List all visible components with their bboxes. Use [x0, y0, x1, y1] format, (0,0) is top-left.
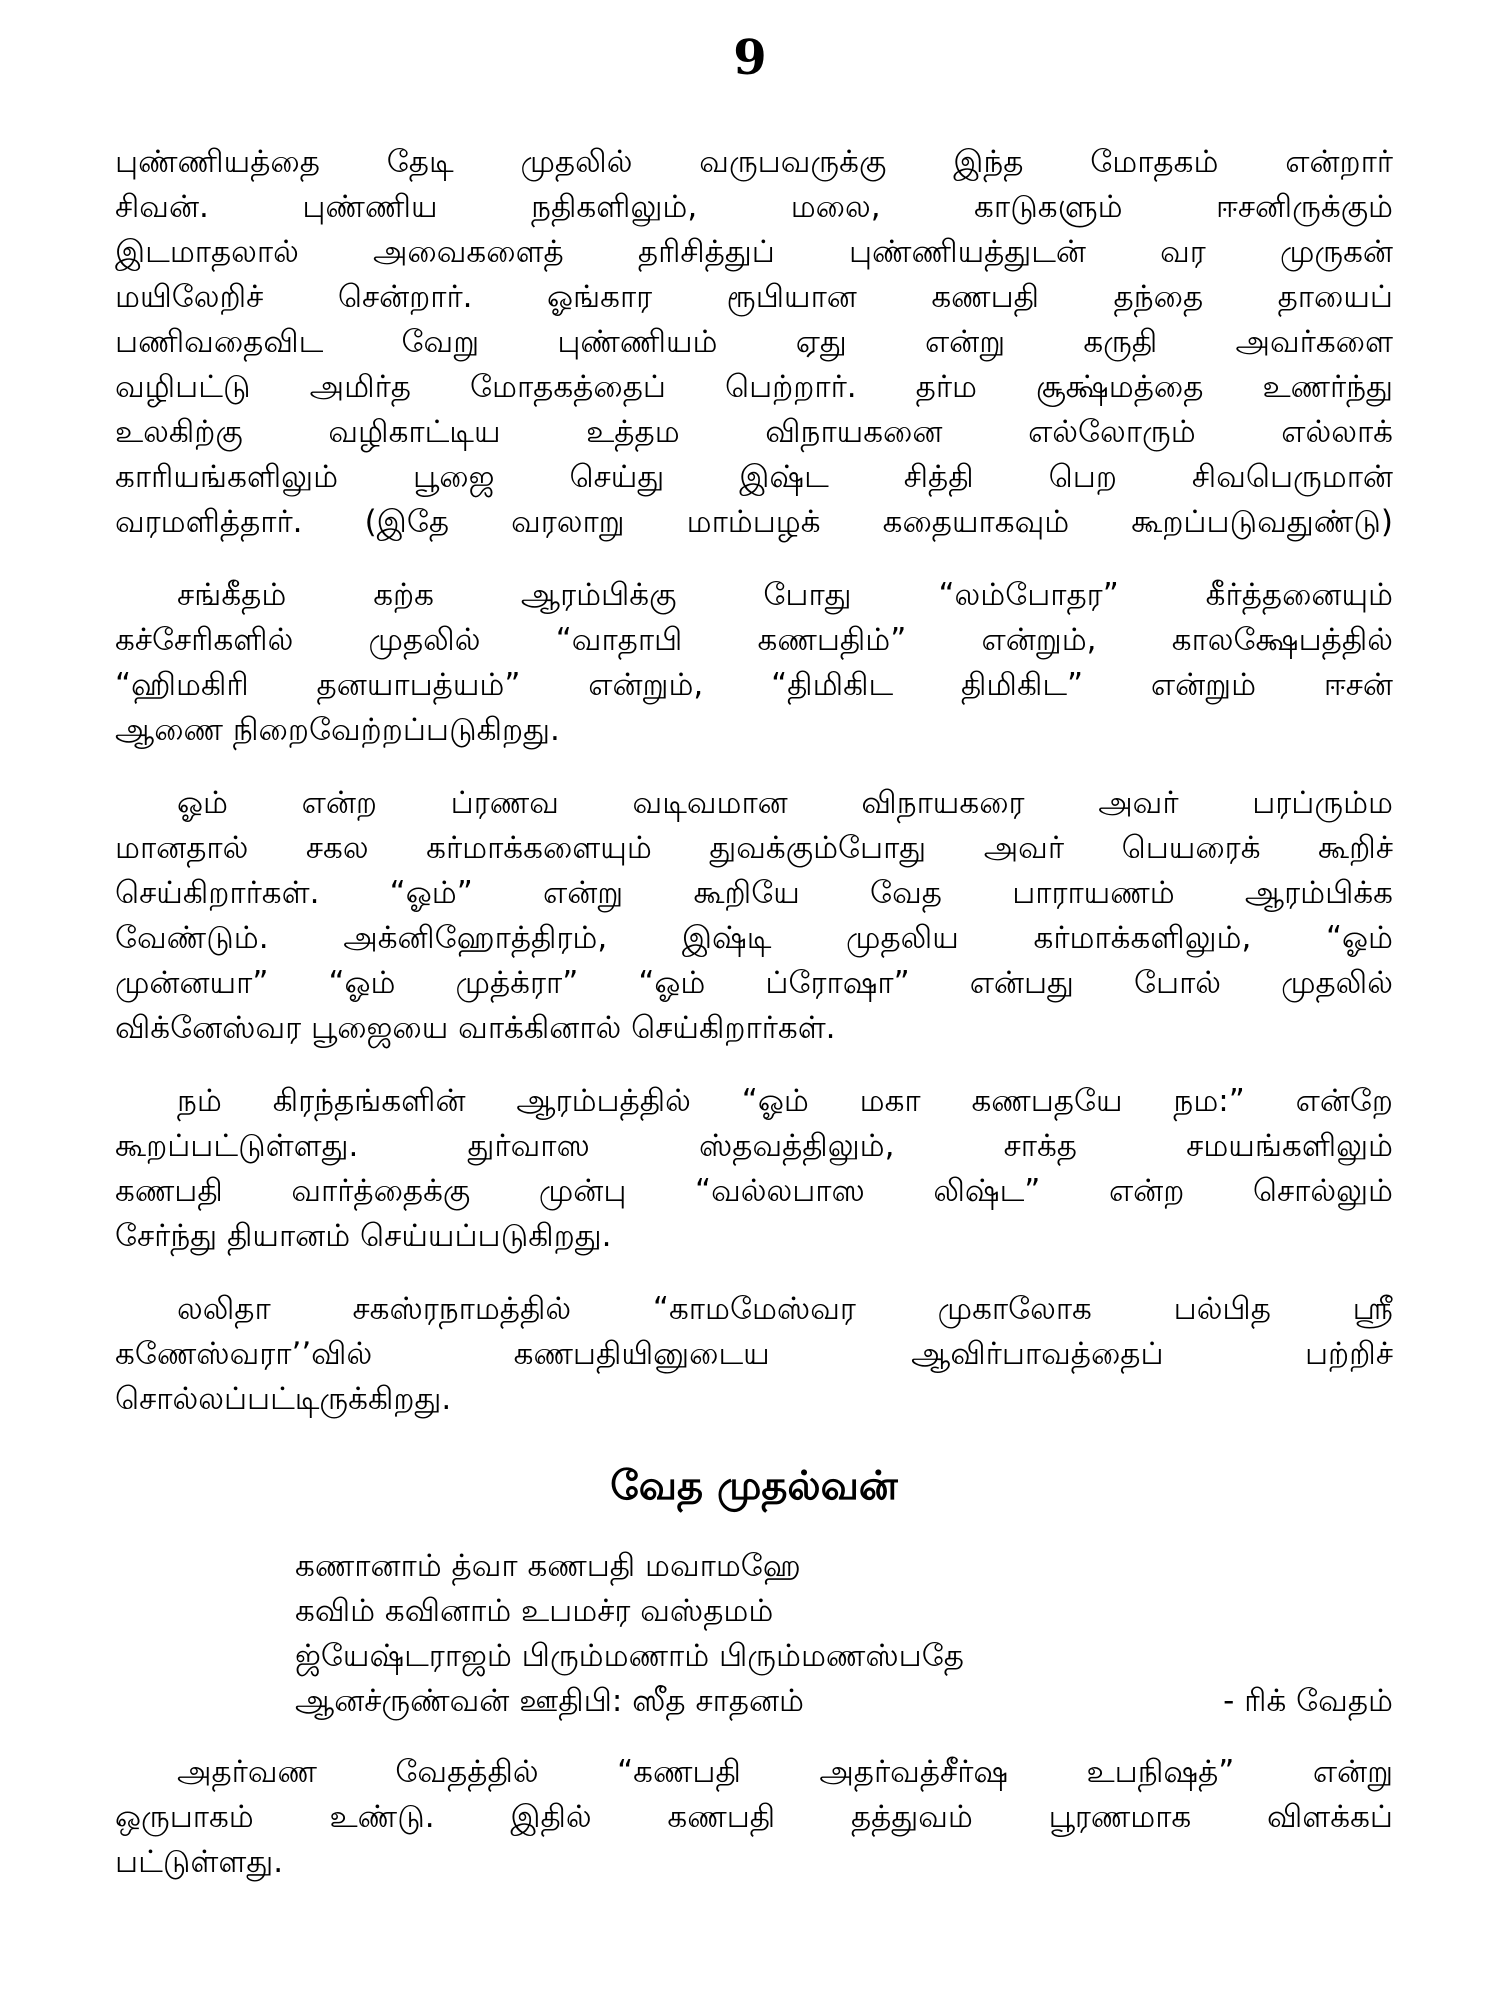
section-heading: வேத முதல்வன்	[610, 1463, 898, 1509]
verse-line: ஜ்யேஷ்டராஜம் பிரும்மணாம் பிரும்மணஸ்பதே	[295, 1638, 964, 1674]
text-line: வரமளித்தார். (இதே வரலாறு மாம்பழக் கதையாகவும் கூறப்படுவதுண்டு)	[115, 504, 1393, 540]
page-body	[115, 140, 1393, 1913]
text-line: ஆணை நிறைவேற்றப்படுகிறது.	[115, 712, 560, 748]
text-line: நம் கிரந்தங்களின் ஆரம்பத்தில் “ஓம் மகா கணபதயே நம:” என்றே	[177, 1083, 1393, 1119]
text-line: காரியங்களிலும் பூஜை செய்து இஷ்ட சித்தி பெற சிவபெருமான்	[115, 459, 1393, 495]
text-line: புண்ணியத்தை தேடி முதலில் வருபவருக்கு இந்த மோதகம் என்றார்	[115, 144, 1393, 180]
text-line: மயிலேறிச் சென்றார். ஓங்கார ரூபியான கணபதி தந்தை தாயைப்	[115, 279, 1393, 315]
paragraph-5	[115, 1287, 1393, 1422]
paragraph-4	[115, 1079, 1393, 1259]
text-line: கணபதி வார்த்தைக்கு முன்பு “வல்லபாஸ லிஷ்ட” என்ற சொல்லும்	[115, 1173, 1393, 1209]
text-line: பணிவதைவிட வேறு புண்ணியம் ஏது என்று கருதி அவர்களை	[115, 324, 1393, 360]
verse-source: - ரிக் வேதம்	[1223, 1683, 1393, 1719]
text-line: மானதால் சகல கர்மாக்களையும் துவக்கும்போது அவர் பெயரைக் கூறிச்	[115, 830, 1393, 866]
text-line: இடமாதலால் அவைகளைத் தரிசித்துப் புண்ணியத்துடன் வர முருகன்	[115, 234, 1393, 270]
closing-paragraph	[115, 1750, 1393, 1885]
verse-line: ஆனச்ருண்வன் ஊதிபி: ஸீத சாதனம்	[295, 1683, 805, 1719]
paragraph-3	[115, 781, 1393, 1051]
text-line: வழிபட்டு அமிர்த மோதகத்தைப் பெற்றார். தர்ம சூக்ஷ்மத்தை உணர்ந்து	[115, 369, 1393, 405]
paragraph-2	[115, 573, 1393, 753]
page-number: 9	[733, 30, 767, 86]
verse-line: கணானாம் த்வா கணபதி மவாமஹே	[295, 1548, 801, 1584]
text-line: பட்டுள்ளது.	[115, 1844, 284, 1880]
text-line: சங்கீதம் கற்க ஆரம்பிக்கு போது “லம்போதர” கீர்த்தனையும்	[177, 577, 1393, 613]
text-line: செய்கிறார்கள். “ஓம்” என்று கூறியே வேத பாராயணம் ஆரம்பிக்க	[115, 875, 1393, 911]
text-line: வேண்டும். அக்னிஹோத்திரம், இஷ்டி முதலிய கர்மாக்களிலும், “ஓம்	[115, 920, 1393, 956]
text-line: சொல்லப்பட்டிருக்கிறது.	[115, 1381, 452, 1417]
text-line: முன்னயா” “ஓம் முத்க்ரா” “ஓம் ப்ரோஷா” என்பது போல் முதலில்	[115, 965, 1393, 1001]
text-line: “ஹிமகிரி தனயாபத்யம்” என்றும், “திமிகிட திமிகிட” என்றும் ஈசன்	[115, 667, 1393, 703]
text-line: கச்சேரிகளில் முதலில் “வாதாபி கணபதிம்” என்றும், காலக்ஷேபத்தில்	[115, 622, 1393, 658]
text-line: ஒருபாகம் உண்டு. இதில் கணபதி தத்துவம் பூரணமாக விளக்கப்	[115, 1799, 1393, 1835]
text-line: உலகிற்கு வழிகாட்டிய உத்தம விநாயகனை எல்லோரும் எல்லாக்	[115, 414, 1393, 450]
text-line: சிவன். புண்ணிய நதிகளிலும், மலை, காடுகளும் ஈசனிருக்கும்	[115, 189, 1393, 225]
text-line: கணேஸ்வரா’’வில் கணபதியினுடைய ஆவிர்பாவத்தைப் பற்றிச்	[115, 1336, 1393, 1372]
text-line: சேர்ந்து தியானம் செய்யப்படுகிறது.	[115, 1218, 612, 1254]
paragraph-1	[115, 140, 1393, 545]
verse-block	[295, 1544, 1393, 1724]
text-line: லலிதா சகஸ்ரநாமத்தில் “காமமேஸ்வர முகாலோக பல்பித ஸ்ரீ	[177, 1291, 1393, 1327]
text-line: அதர்வண வேதத்தில் “கணபதி அதர்வத்சீர்ஷ உபநிஷத்” என்று	[177, 1754, 1393, 1790]
text-line: கூறப்பட்டுள்ளது. துர்வாஸ ஸ்தவத்திலும், சாக்த சமயங்களிலும்	[115, 1128, 1393, 1164]
text-line: விக்னேஸ்வர பூஜையை வாக்கினால் செய்கிறார்கள்.	[115, 1010, 836, 1046]
verse-line-with-source	[295, 1679, 1393, 1724]
text-line: ஓம் என்ற ப்ரணவ வடிவமான விநாயகரை அவர் பரப்ரும்ம	[177, 785, 1393, 821]
verse-line: கவிம் கவினாம் உபமச்ர வஸ்தமம்	[295, 1593, 774, 1629]
